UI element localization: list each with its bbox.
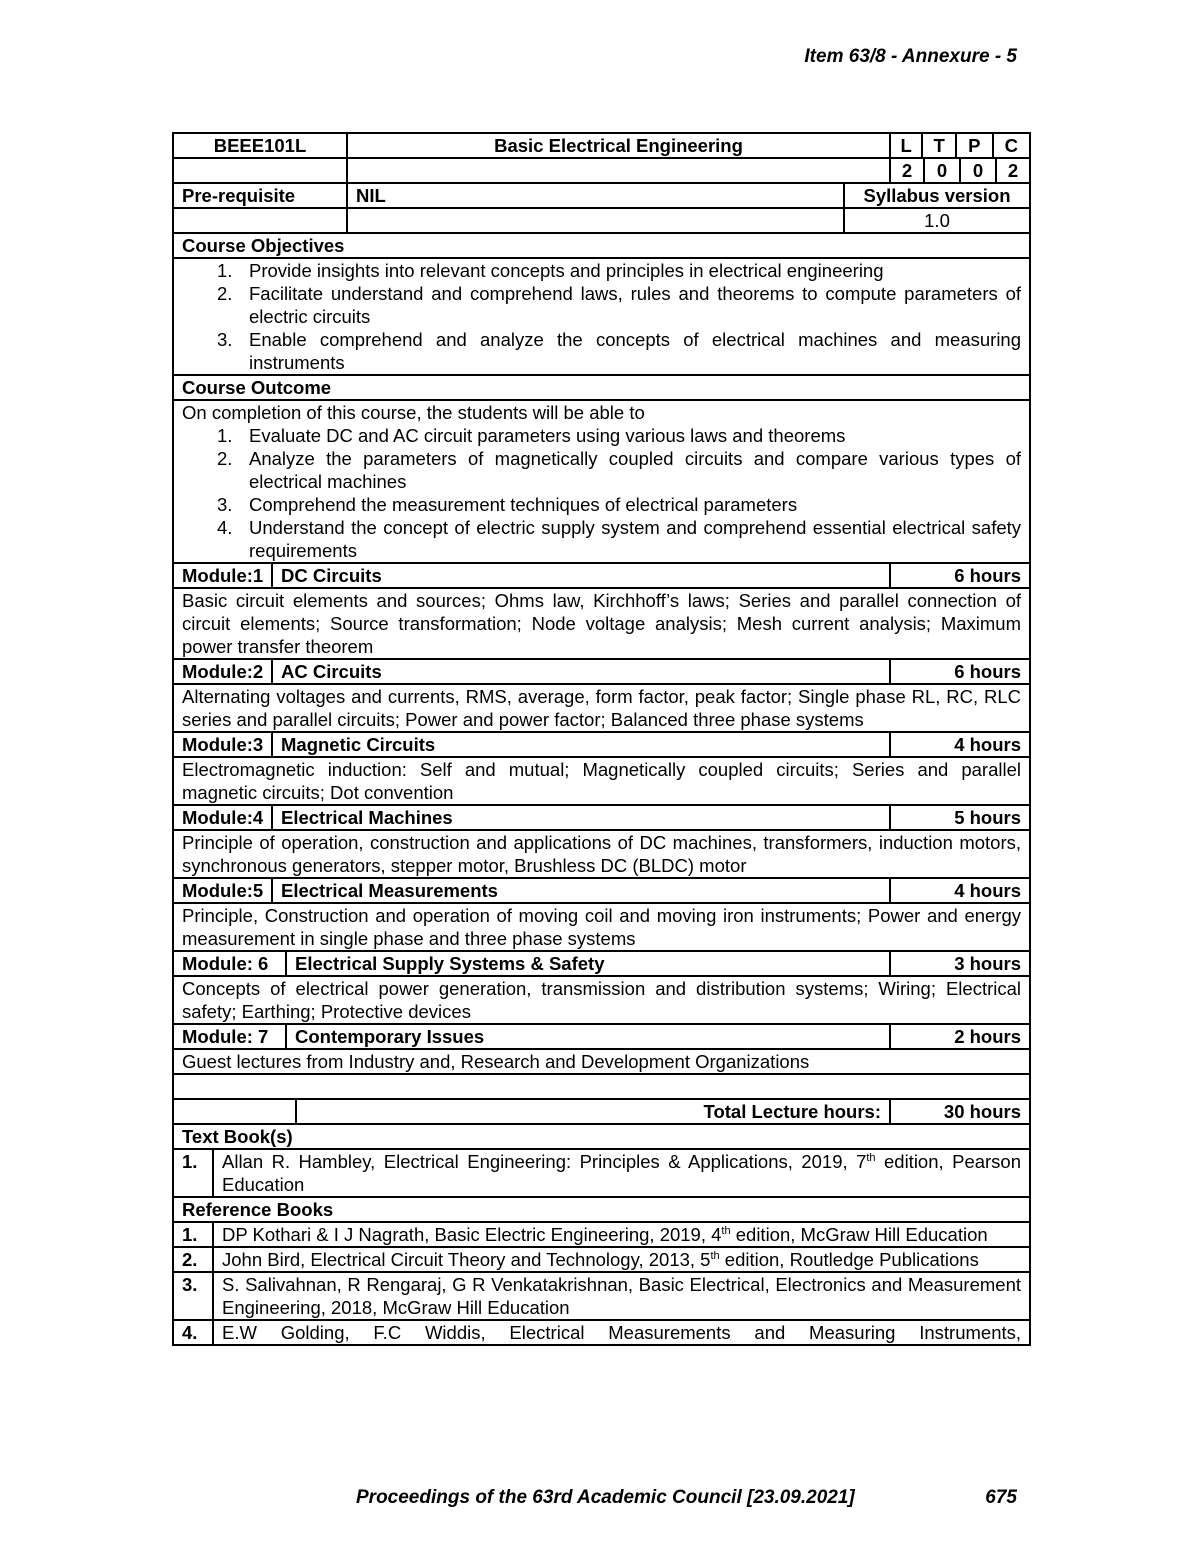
- course-title: Basic Electrical Engineering: [347, 133, 890, 158]
- module-hours: 5 hours: [954, 807, 1022, 828]
- module-content: Basic circuit elements and sources; Ohms law, Kirchhoff’s laws; Series and parallel connection of circuit elements; Source transformation; Node voltage analysis; Mesh current analysis; Maximum power transfer theorem: [173, 588, 1030, 659]
- module-hours: 4 hours: [954, 734, 1022, 755]
- empty-cell: [174, 1100, 297, 1123]
- module-title: Magnetic Circuits: [273, 733, 891, 756]
- reference-item: 2. John Bird, Electrical Circuit Theory and Technology, 2013, 5th edition, Routledge Publications: [173, 1247, 1030, 1272]
- page-number: 675: [985, 1487, 1017, 1508]
- ltpc-value-l: 2: [901, 160, 913, 181]
- course-code: BEEE101L: [173, 133, 347, 158]
- module-title: Contemporary Issues: [287, 1025, 891, 1048]
- ltpc-label-c: C: [993, 134, 1030, 157]
- module-title: AC Circuits: [273, 660, 891, 683]
- ltpc-label-p: P: [956, 134, 992, 157]
- ltpc-label-t: T: [922, 134, 956, 157]
- objectives-list: [173, 258, 1030, 375]
- ltpc-labels: [890, 133, 1030, 158]
- module-title: Electrical Supply Systems & Safety: [287, 952, 891, 975]
- module-hours: 3 hours: [954, 953, 1022, 974]
- module-hours: 4 hours: [954, 880, 1022, 901]
- module-content: Guest lectures from Industry and, Research and Development Organizations: [173, 1049, 1030, 1074]
- outcome-item: 2. Analyze the parameters of magnetically coupled circuits and compare various types of electrical machines: [217, 448, 1022, 492]
- module-content: Principle of operation, construction and applications of DC machines, transformers, induction motors, synchronous generators, stepper motor, Brushless DC (BLDC) motor: [173, 830, 1030, 878]
- outcome-list: [173, 400, 1030, 563]
- objective-item: 1. Provide insights into relevant concepts and principles in electrical engineering: [217, 260, 884, 281]
- empty-cell: [347, 208, 844, 233]
- ltpc-value-p: 0: [960, 159, 996, 182]
- module-hours: 6 hours: [954, 661, 1022, 682]
- syllabus-table: [172, 132, 1031, 1346]
- total-value: 30 hours: [943, 1101, 1022, 1122]
- module-content: Alternating voltages and currents, RMS, average, form factor, peak factor; Single phase RL, RC, RLC series and parallel circuits; Power and power factor; Balanced three phase systems: [173, 684, 1030, 732]
- module-title: Electrical Measurements: [273, 879, 891, 902]
- empty-row: [173, 1074, 1030, 1099]
- outcome-item: 3. Comprehend the measurement techniques of electrical parameters: [217, 494, 798, 515]
- textbook-item: 1. Allan R. Hambley, Electrical Engineering: Principles & Applications, 2019, 7th edition, Pearson Education: [173, 1149, 1030, 1197]
- module-label: Module:5: [174, 879, 273, 902]
- prereq-label: Pre-requisite: [173, 183, 347, 208]
- total-label: Total Lecture hours:: [297, 1100, 891, 1123]
- module-hours: 2 hours: [954, 1026, 1022, 1047]
- module-hours: 6 hours: [954, 565, 1022, 586]
- syllabus-version-value: 1.0: [844, 208, 1030, 233]
- outcome-item: 1. Evaluate DC and AC circuit parameters using various laws and theorems: [217, 425, 846, 446]
- syllabus-version-label: Syllabus version: [844, 183, 1030, 208]
- ltpc-values: [890, 158, 1030, 183]
- module-header: [173, 805, 1030, 830]
- outcome-intro: On completion of this course, the students will be able to: [182, 402, 645, 423]
- module-label: Module:1: [174, 564, 273, 587]
- module-header: [173, 732, 1030, 757]
- objective-item: 3. Enable comprehend and analyze the concepts of electrical machines and measuring instruments: [217, 329, 1022, 373]
- empty-cell: [173, 158, 347, 183]
- module-content: Principle, Construction and operation of moving coil and moving iron instruments; Power and energy measurement in single phase and three phase systems: [173, 903, 1030, 951]
- ltpc-value-c: 2: [996, 159, 1029, 182]
- module-label: Module:4: [174, 806, 273, 829]
- textbooks-heading: Text Book(s): [173, 1124, 1030, 1149]
- module-title: Electrical Machines: [273, 806, 891, 829]
- annexure-header: Item 63/8 - Annexure - 5: [804, 46, 1017, 67]
- module-header: [173, 878, 1030, 903]
- reference-item: 4. E.W Golding, F.C Widdis, Electrical Measurements and Measuring Instruments,: [173, 1320, 1030, 1345]
- footer-text: Proceedings of the 63rd Academic Council [23.09.2021]: [356, 1487, 855, 1508]
- objectives-heading: Course Objectives: [173, 233, 1030, 258]
- module-label: Module:3: [174, 733, 273, 756]
- reference-item: 3. S. Salivahnan, R Rengaraj, G R Venkatakrishnan, Basic Electrical, Electronics and Measurement Engineering, 2018, McGraw Hill Education: [173, 1272, 1030, 1320]
- ltpc-value-t: 0: [924, 159, 960, 182]
- outcome-item: 4. Understand the concept of electric supply system and comprehend essential electrical safety requirements: [217, 517, 1022, 561]
- module-header: [173, 659, 1030, 684]
- module-content: Electromagnetic induction: Self and mutual; Magnetically coupled circuits; Series and parallel magnetic circuits; Dot convention: [173, 757, 1030, 805]
- module-header: [173, 1024, 1030, 1049]
- module-title: DC Circuits: [273, 564, 891, 587]
- module-content: Concepts of electrical power generation, transmission and distribution systems; Wiring; Electrical safety; Earthing; Protective devices: [173, 976, 1030, 1024]
- reference-item: 1. DP Kothari & I J Nagrath, Basic Electric Engineering, 2019, 4th edition, McGraw Hill Education: [173, 1222, 1030, 1247]
- module-label: Module: 7: [174, 1025, 287, 1048]
- objective-item: 2. Facilitate understand and comprehend laws, rules and theorems to compute parameters of electric circuits: [217, 283, 1022, 327]
- empty-cell: [347, 158, 890, 183]
- module-header: [173, 563, 1030, 588]
- ltpc-label-l: L: [900, 135, 912, 156]
- prereq-value: NIL: [347, 183, 844, 208]
- module-label: Module:2: [174, 660, 273, 683]
- empty-cell: [173, 208, 347, 233]
- module-label: Module: 6: [174, 952, 287, 975]
- total-hours-row: [173, 1099, 1030, 1124]
- outcome-heading: Course Outcome: [173, 375, 1030, 400]
- module-header: [173, 951, 1030, 976]
- references-heading: Reference Books: [173, 1197, 1030, 1222]
